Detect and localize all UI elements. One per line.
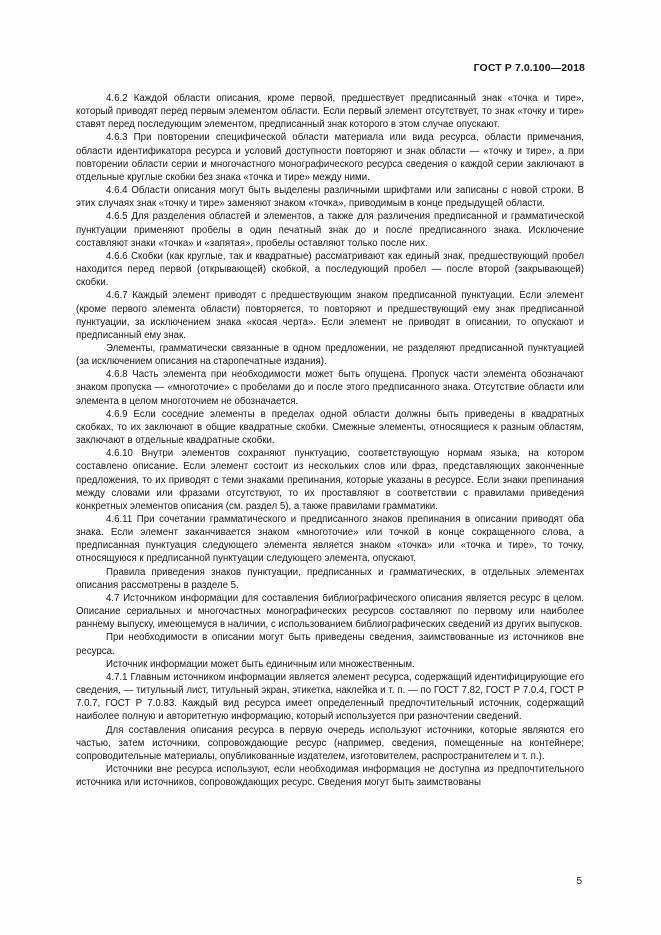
paragraph: 4.6.3 При повторении специфической области материала или вида ресурса, области примечания, области идентификатора ресурса и условий доступности повторяют и знак области — «точку и тире», а при повторении области серии и многочастного монографического ресурса сведения о каждой серии заключают в отдельные круглые скобки без знака «точка и тире» между ними. xyxy=(76,132,584,183)
paragraph: Элементы, грамматически связанные в одном предложении, не разделяют предписанной пунктуацией (за исключением описания на старопечатные издания). xyxy=(76,342,584,368)
paragraph: 4.6.10 Внутри элементов сохраняют пунктуацию, соответствующую нормам языка, на котором составлено описание. Если элемент состоит из нескольких слов или фраз, представляющих законченные предложения, то их приводят с теми знаками препинания, которые указаны в ресурсе. Если знаки препинания между словами или фразами отсутствуют, то их проставляют в соответствии с правилами приведения конкретных элементов описания (см. раздел 5), а также правилами грамматики. xyxy=(76,448,584,512)
document-header: ГОСТ Р 7.0.100—2018 xyxy=(473,62,585,74)
paragraph: Для составления описания ресурса в первую очередь используют источники, которые являются его частью, затем источники, сопровождающие ресурс (например, сведения, помещенные на контейнере; сопроводительные материалы, опубликованные издателем, изготовителем, распространителем и т. п.). xyxy=(76,724,584,762)
paragraph: 4.6.5 Для разделения областей и элементов, а также для различения предписанной и грамматической пунктуации применяют пробелы в один печатный знак до и после предписанного знака. Исключение составляют знаки «точка» и «запятая», пробелы оставляют только после них. xyxy=(76,211,584,249)
paragraph: 4.7 Источником информации для составления библиографического описания является ресурс в целом. Описание сериальных и многочастных монографических ресурсов составляют по первому или наиболее раннему выпуску, имеющемуся в наличии, с использованием библиографических сведений из других выпусков. xyxy=(76,592,584,631)
paragraph: 4.6.8 Часть элемента при необходимости может быть опущена. Пропуск части элемента обозначают знаком пропуска — «многоточие» с пробелами до и после этого предписанного знака. Отсутствие области или элемента в целом многоточием не обозначается. xyxy=(76,369,584,407)
paragraph: При необходимости в описании могут быть приведены сведения, заимствованные из источников вне ресурса. xyxy=(76,632,584,657)
paragraph: 4.6.4 Области описания могут быть выделены различными шрифтами или записаны с новой строки. В этих случаях знак «точку и тире» заменяют знаком «точка», приводимым в конце предыдущей области. xyxy=(76,185,584,210)
paragraph: 4.6.11 При сочетании грамматического и предписанного знаков препинания в описании приводят оба знака. Если элемент заканчивается знаком «многоточие» или точкой в конце сокращенного слова, а предписанная пунктуация следующего элемента является знаком «точка» или «точка и тире», то точку, относящуюся к предписанной пунктуации следующего элемента, опускают. xyxy=(76,514,584,565)
page-number: 5 xyxy=(576,876,582,887)
paragraph: 4.6.6 Скобки (как круглые, так и квадратные) рассматривают как единый знак, предшествующий пробел находится перед первой (открывающей) скобкой, а последующий пробел — после второй (закрывающей) скобки. xyxy=(76,250,584,289)
paragraph: 4.6.9 Если соседние элементы в пределах одной области должны быть приведены в квадратных скобках, то их заключают в общие квадратные скобки. Смежные элементы, относящиеся к разным областям, заключают в отдельные квадратные скобки. xyxy=(76,408,584,447)
paragraph: 4.6.7 Каждый элемент приводят с предшествующим знаком предписанной пунктуации. Если элемент (кроме первого элемента области) повторяется, то повторяют и предшествующий ему знак предписанной пунктуации, за исключением знака «косая черта». Если элемент не приводят в описании, то опускают и предписанный ему знак. xyxy=(76,290,584,341)
paragraph: Правила приведения знаков пунктуации, предписанных и грамматических, в отдельных элементах описания рассмотрены в разделе 5. xyxy=(76,566,584,591)
document-body xyxy=(76,92,584,789)
paragraph: 4.7.1 Главным источником информации является элемент ресурса, содержащий идентифицирующие его сведения, — титульный лист, титульный экран, этикетка, наклейка и т. п. — по ГОСТ 7.82, ГОСТ Р 7.0.4, ГОСТ Р 7.0.7, ГОСТ Р 7.0.83. Каждый вид ресурса имеет определенный предпочтительный источник, содержащий наиболее полную и авторитетную информацию, который используется при разночтении сведений. xyxy=(76,671,584,723)
paragraph: 4.6.2 Каждой области описания, кроме первой, предшествует предписанный знак «точка и тире», который приводят перед первым элементом области. Если первый элемент отсутствует, то знак «точку и тире» ставят перед последующим элементом, предписанный знак которого в этом случае опускают. xyxy=(76,93,584,131)
paragraph: Источник информации может быть единичным или множественным. xyxy=(106,658,415,670)
paragraph: Источники вне ресурса используют, если необходимая информация не доступна из предпочтительного источника или источников, сопровождающих ресурс. Сведения могут быть заимствованы xyxy=(76,763,584,789)
